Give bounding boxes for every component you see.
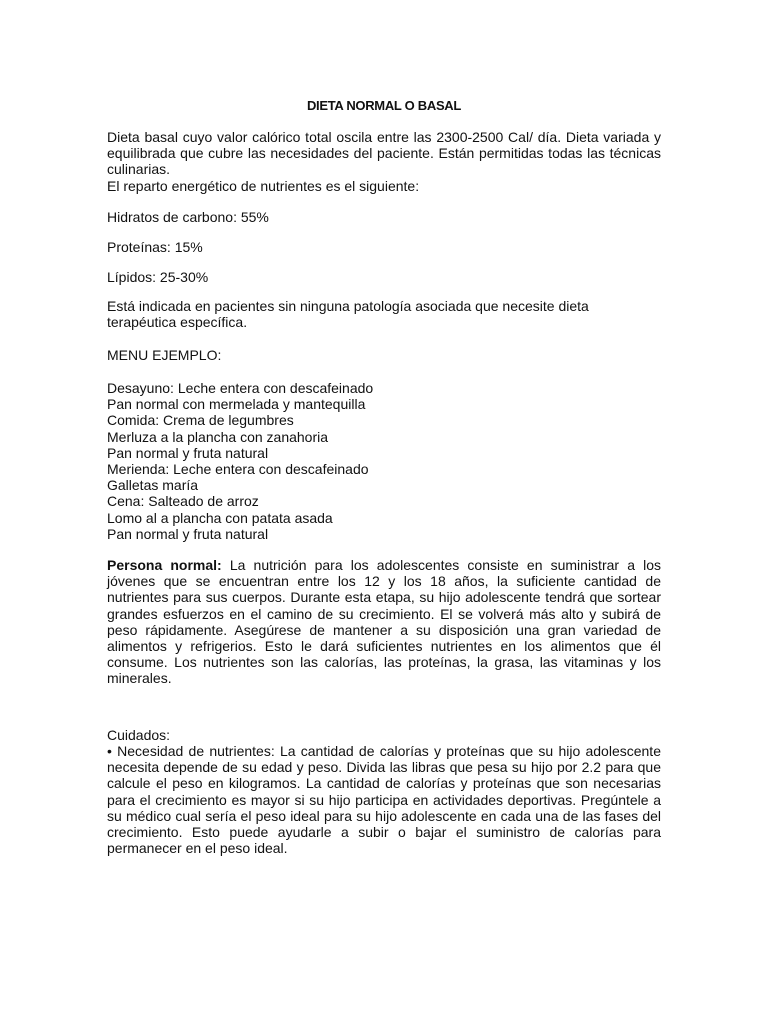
menu-item-merienda: Merienda: Leche entera con descafeinado	[107, 461, 369, 478]
persona-label: Persona normal:	[107, 557, 222, 573]
persona-text: La nutrición para los adolescentes consiste en suministrar a los jóvenes que se encuentran entre los 12 y los 18 años, la suficiente cantidad de nutrientes para sus cuerpos. Durante esta etapa, su hijo adolescente tendrá que sortear grandes esfuerzos en el camino de su crecimiento. El se volverá más alto y subirá de peso rápidamente. Asegúrese de mantener a su disposición una gran variedad de alimentos y refrigerios. Esto le dará suficientes nutrientes en los alimentos que él consume. Los nutrientes son las calorías, las proteínas, la grasa, las vitaminas y los minerales.	[107, 557, 662, 687]
cuidados-heading: Cuidados:	[107, 727, 171, 743]
menu-item: Pan normal y fruta natural	[107, 444, 269, 461]
menu-item-desayuno: Desayuno: Leche entera con descafeinado	[107, 380, 374, 396]
menu-item-comida: Comida: Crema de legumbres	[107, 412, 294, 429]
menu-item: Pan normal con mermelada y mantequilla	[107, 396, 366, 413]
persona-paragraph	[107, 557, 661, 687]
menu-item: Lomo al a plancha con patata asada	[107, 509, 333, 526]
nutrient-lipidos: Lípidos: 25-30%	[107, 269, 209, 285]
nutrient-proteinas: Proteínas: 15%	[107, 239, 203, 255]
menu-item: Merluza a la plancha con zanahoria	[107, 428, 329, 445]
reparto-intro: El reparto energético de nutrientes es el siguiente:	[107, 177, 420, 194]
cuidados-paragraph: • Necesidad de nutrientes: La cantidad de calorías y proteínas que su hijo adolescente necesita depende de su edad y peso. Divida las libras que pesa su hijo por 2.2 para que calcule el peso en kilogramos. La cantidad de calorías y proteínas que son necesarias para el crecimiento es mayor si su hijo participa en actividades deportivas. Pregúntele a su médico cual sería el peso ideal para su hijo adolescente en cada una de las fases del crecimiento. Esto puede ayudarle a subir o bajar el suministro de calorías para permanecer en el peso ideal.	[107, 743, 661, 857]
menu-item: Pan normal y fruta natural	[107, 525, 269, 542]
menu-item: Galletas maría	[107, 477, 199, 494]
menu-item-cena: Cena: Salteado de arroz	[107, 493, 259, 510]
menu-heading: MENU EJEMPLO:	[107, 347, 222, 363]
intro-paragraph	[107, 129, 661, 194]
document-title: DIETA NORMAL O BASAL	[306, 98, 462, 113]
intro-text: Dieta basal cuyo valor calórico total oscila entre las 2300-2500 Cal/ día. Dieta variada y equilibrada que cubre las necesidades del paciente. Están permitidas todas las técnicas culinarias.	[107, 129, 661, 178]
nutrient-carbohidratos: Hidratos de carbono: 55%	[107, 209, 269, 225]
menu-list	[107, 380, 661, 542]
indication-paragraph: Está indicada en pacientes sin ninguna patología asociada que necesite dieta terapéutica específica.	[107, 298, 589, 331]
